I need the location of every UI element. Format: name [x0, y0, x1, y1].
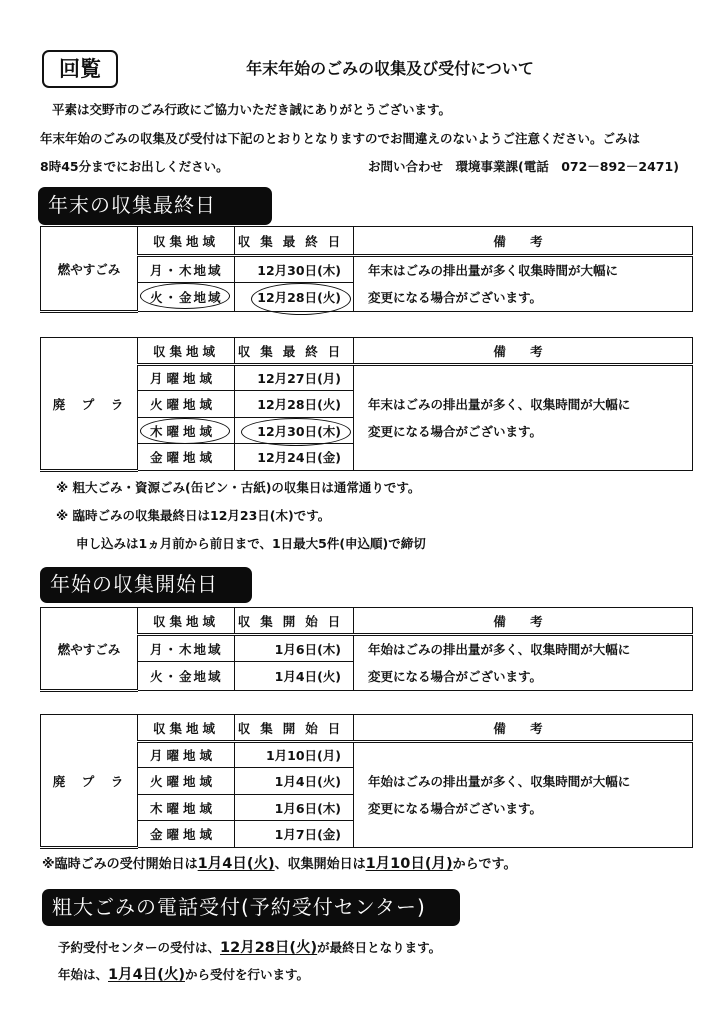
area-cell: 火曜地域: [138, 391, 235, 418]
area-cell: 月曜地域: [138, 742, 235, 768]
area-cell: 火曜地域: [138, 768, 235, 795]
section-bulky-phone-label: 粗大ごみの電話受付(予約受付センター): [42, 889, 460, 926]
line-suffix: が最終日となります。: [317, 940, 442, 955]
line-suffix: から受付を行います。: [184, 967, 309, 982]
note-line-2: 変更になる場合がございます。: [368, 801, 543, 816]
note-middle: 、収集開始日は: [274, 857, 366, 872]
note-line-1: 年始はごみの排出量が多く、収集時間が大幅に: [368, 642, 631, 657]
section-year-end-label: 年末の収集最終日: [38, 187, 272, 225]
new-year-burnable-table: [40, 607, 693, 692]
area-cell: 金曜地域: [138, 444, 235, 471]
header-date: 収集最終日: [235, 227, 354, 256]
date-cell: 12月24日(金): [235, 444, 354, 471]
new-year-reception-date: 1月4日(火): [108, 967, 185, 983]
date-cell: 12月27日(月): [235, 365, 354, 391]
section-new-year-label: 年始の収集開始日: [40, 567, 252, 603]
date-cell: 12月30日(木): [235, 256, 354, 283]
header-note: 備 考: [354, 608, 693, 635]
note-cell: [354, 365, 693, 471]
header-area: 収集地域: [138, 338, 235, 365]
area-cell: 月曜地域: [138, 365, 235, 391]
date-cell: 12月28日(火): [235, 391, 354, 418]
last-reception-date: 12月28日(火): [220, 940, 318, 956]
year-end-plastic-table: [40, 337, 693, 472]
area-cell-circled: [138, 418, 235, 444]
header-note: 備 考: [354, 338, 693, 365]
temporary-garbage-note: [42, 852, 516, 873]
area-cell: 月・木地域: [138, 635, 235, 662]
header-date: 収集開始日: [235, 608, 354, 635]
header-note: 備 考: [354, 227, 693, 256]
collection-start-date: 1月10日(月): [365, 856, 453, 872]
date-cell: 1月10日(月): [235, 742, 354, 768]
new-year-plastic-table: [40, 714, 693, 849]
line-prefix: 年始は、: [58, 967, 109, 982]
category-cell: 燃やすごみ: [41, 227, 138, 312]
contact-info: お問い合わせ 環境事業課(電話 072－892－2471): [368, 159, 679, 174]
area-cell: 月・木地域: [138, 256, 235, 283]
intro-line-3: 8時45分までにお出しください。: [40, 159, 229, 174]
note-bulky-resources: ※ 粗大ごみ・資源ごみ(缶ビン・古紙)の収集日は通常通りです。: [56, 480, 421, 495]
circulation-badge: 回覧: [42, 50, 118, 88]
header-date: 収集最終日: [235, 338, 354, 365]
note-temporary-last-day: ※ 臨時ごみの収集最終日は12月23日(木)です。: [56, 508, 331, 523]
date-cell: 1月4日(火): [235, 662, 354, 691]
date-cell: 1月6日(木): [235, 795, 354, 821]
date-text: 12月30日(木): [257, 423, 341, 439]
category-cell: 廃 プ ラ: [41, 715, 138, 848]
date-cell-circled: [235, 418, 354, 444]
area-cell: 金曜地域: [138, 821, 235, 848]
header-note: 備 考: [354, 715, 693, 742]
area-text: 火・金地域: [150, 290, 223, 306]
line-prefix: 予約受付センターの受付は、: [58, 940, 221, 955]
note-application: 申し込みは1ヵ月前から前日まで、1日最大5件(申込順)で締切: [76, 536, 426, 551]
note-line-1: 年始はごみの排出量が多く、収集時間が大幅に: [368, 774, 631, 789]
header-area: 収集地域: [138, 715, 235, 742]
header-area: 収集地域: [138, 227, 235, 256]
header-area: 収集地域: [138, 608, 235, 635]
note-line-1: 年末はごみの排出量が多く収集時間が大幅に: [368, 263, 619, 278]
header-date: 収集開始日: [235, 715, 354, 742]
area-cell: 火・金地域: [138, 662, 235, 691]
date-cell-circled: [235, 283, 354, 312]
date-cell: 1月4日(火): [235, 768, 354, 795]
category-cell: 燃やすごみ: [41, 608, 138, 691]
date-cell: 1月6日(木): [235, 635, 354, 662]
note-cell: [354, 635, 693, 691]
intro-line-2: 年末年始のごみの収集及び受付は下記のとおりとなりますのでお間違えのないようご注意ください。ごみは: [40, 131, 641, 146]
date-cell: 1月7日(金): [235, 821, 354, 848]
bulky-line-1: [58, 936, 441, 957]
note-line-2: 変更になる場合がございます。: [368, 669, 543, 684]
page-title: 年末年始のごみの収集及び受付について: [246, 59, 534, 78]
area-cell-circled: [138, 283, 235, 312]
note-line-2: 変更になる場合がございます。: [368, 290, 543, 305]
reception-start-date: 1月4日(火): [197, 856, 275, 872]
note-cell: [354, 742, 693, 848]
note-suffix: からです。: [452, 857, 517, 872]
note-line-1: 年末はごみの排出量が多く、収集時間が大幅に: [368, 397, 631, 412]
bulky-line-2: [58, 963, 309, 984]
note-cell: [354, 256, 693, 312]
area-text: 木曜地域: [150, 423, 217, 439]
note-line-2: 変更になる場合がございます。: [368, 424, 543, 439]
category-cell: 廃 プ ラ: [41, 338, 138, 471]
intro-line-1: 平素は交野市のごみ行政にご協力いただき誠にありがとうございます。: [52, 102, 452, 117]
note-prefix: ※臨時ごみの受付開始日は: [42, 857, 198, 872]
date-text: 12月28日(火): [257, 290, 341, 306]
year-end-burnable-table: [40, 226, 693, 313]
area-cell: 木曜地域: [138, 795, 235, 821]
